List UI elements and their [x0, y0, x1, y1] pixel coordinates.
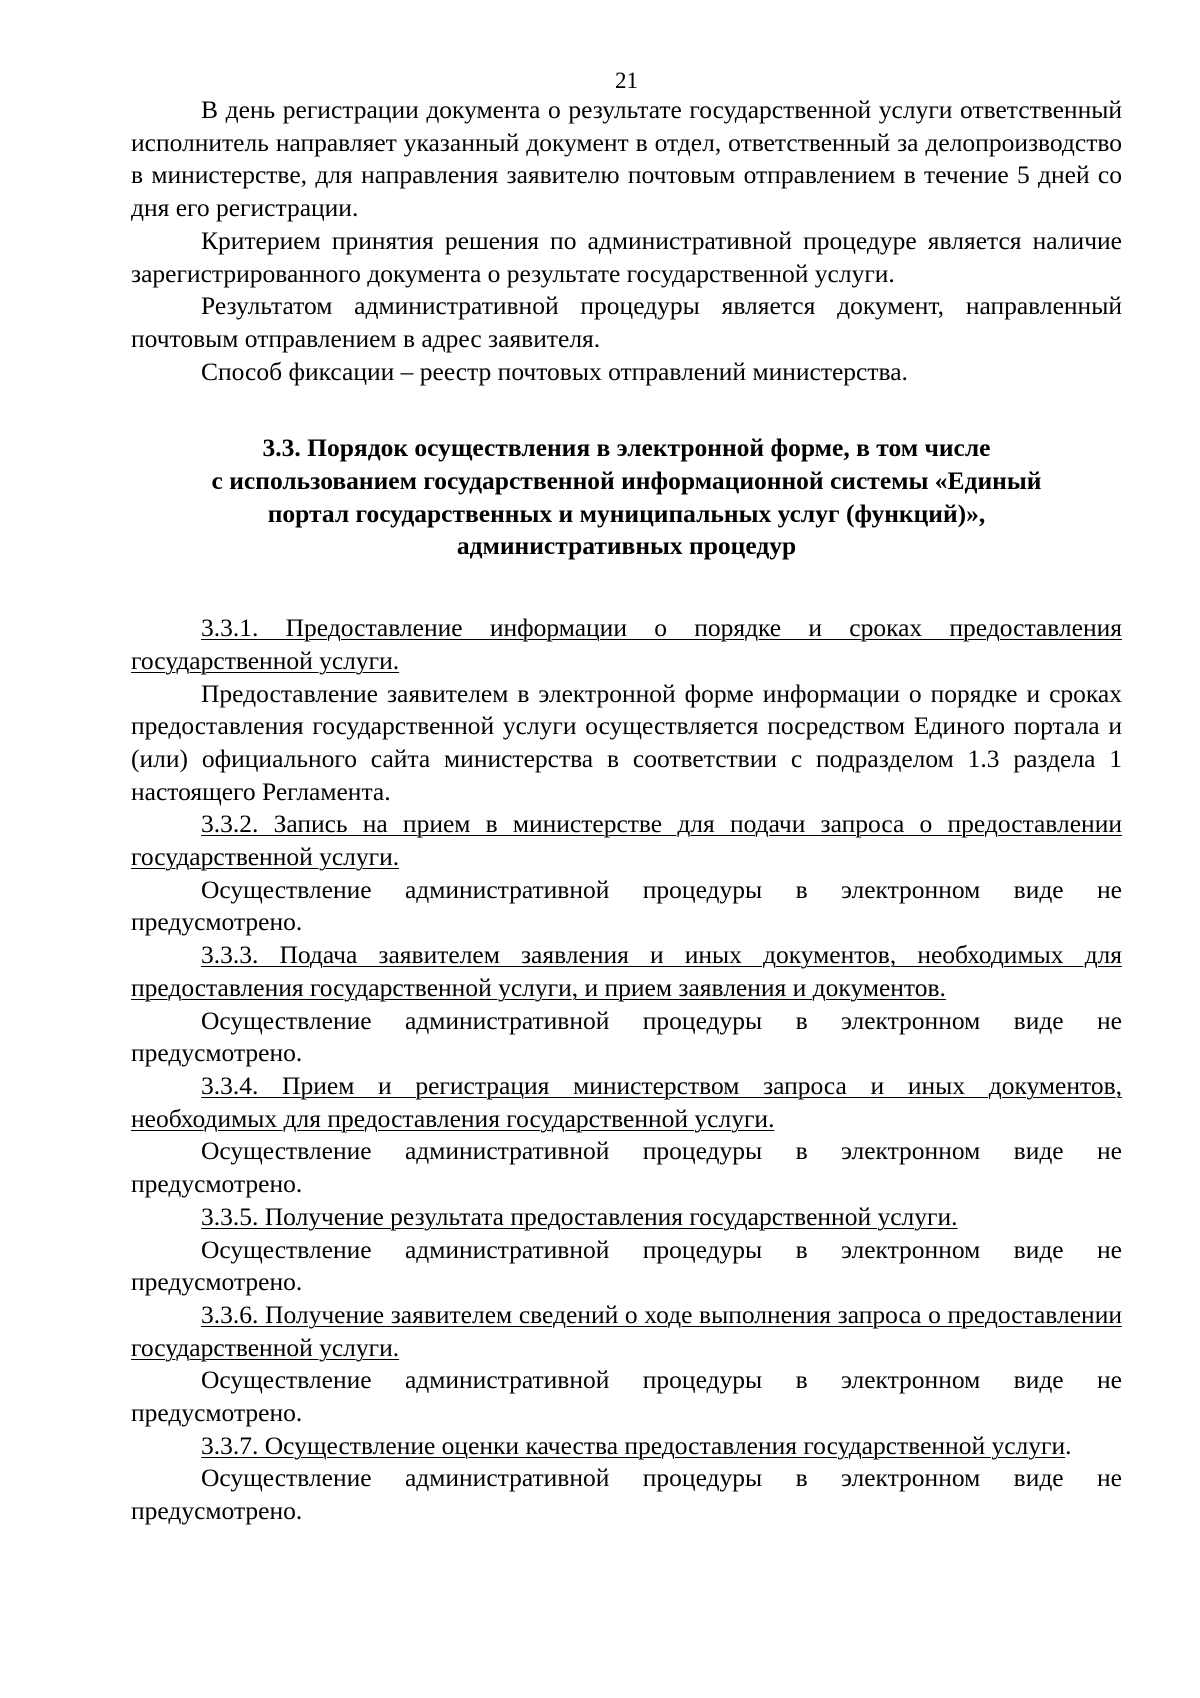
page-number: 21 — [615, 68, 638, 93]
subsection-title — [131, 1201, 1122, 1234]
heading-line: 3.3. Порядок осуществления в электронной форме, в том числе — [262, 433, 991, 463]
subsection-title — [131, 939, 1122, 1004]
subsection-title-text: 3.3.2. Запись на прием в министерстве для подачи запроса о предоставлении государственной услуги. — [131, 809, 1122, 872]
subsection-body: Осуществление административной процедуры в электронном виде не предусмотрено. — [131, 1136, 1122, 1199]
subsection-body: Предоставление заявителем в электронной форме информации о порядке и сроках предоставления государственной услуги осуществляется посредством Единого портала и (или) официального сайта министерства в соответствии с подразделом 1.3 раздела 1 настоящего Регламента. — [131, 678, 1122, 806]
subsection-body: Осуществление административной процедуры в электронном виде не предусмотрено. — [131, 1234, 1122, 1297]
paragraph: Результатом административной процедуры является документ, направленный почтовым отправлением в адрес заявителя. — [131, 291, 1122, 353]
heading-line: портал государственных и муниципальных услуг (функций)», — [267, 498, 986, 528]
subsection-body: Осуществление административной процедуры в электронном виде не предусмотрено. — [131, 1365, 1122, 1428]
paragraph: Критерием принятия решения по административной процедуре является наличие зарегистрированного документа о результате государственной услуги. — [131, 225, 1122, 288]
subsection-title — [131, 808, 1122, 873]
section-heading — [131, 432, 1122, 563]
subsection-title-text: 3.3.7. Осуществление оценки качества предоставления государственной услуги — [201, 1430, 1066, 1460]
paragraph: В день регистрации документа о результате государственной услуги ответственный исполнитель направляет указанный документ в отдел, ответственный за делопроизводство в министерстве, для направления заявителю почтовым отправлением в течение 5 дней со дня его регистрации. — [131, 95, 1122, 223]
subsection-title-text: 3.3.4. Прием и регистрация министерством запроса и иных документов, необходимых для предоставления государственной услуги. — [131, 1070, 1122, 1133]
subsection-title-tail: . — [1065, 1430, 1072, 1460]
subsection-body: Осуществление административной процедуры в электронном виде не предусмотрено. — [131, 874, 1122, 937]
subsection-title-text: 3.3.1. Предоставление информации о порядке и сроках предоставления государственной услуги. — [131, 613, 1122, 675]
subsection-title-text: 3.3.5. Получение результата предоставления государственной услуги. — [201, 1201, 958, 1231]
subsection-title — [131, 1299, 1122, 1364]
paragraph: Способ фиксации – реестр почтовых отправлений министерства. — [201, 356, 908, 386]
heading-line: административных процедур — [456, 531, 797, 561]
subsection-body: Осуществление административной процедуры в электронном виде не предусмотрено. — [131, 1463, 1122, 1526]
subsection-title — [131, 1070, 1122, 1135]
subsection-title — [131, 1430, 1122, 1463]
subsection-title-text: 3.3.6. Получение заявителем сведений о ходе выполнения запроса о предоставлении государственной услуги. — [131, 1299, 1122, 1362]
subsection-body: Осуществление административной процедуры в электронном виде не предусмотрено. — [131, 1005, 1122, 1068]
subsection-title-text: 3.3.3. Подача заявителем заявления и иных документов, необходимых для предоставления государственной услуги, и прием заявления и документов. — [131, 940, 1122, 1002]
subsection-title — [131, 612, 1122, 677]
heading-line: с использованием государственной информационной системы «Единый — [211, 466, 1042, 496]
